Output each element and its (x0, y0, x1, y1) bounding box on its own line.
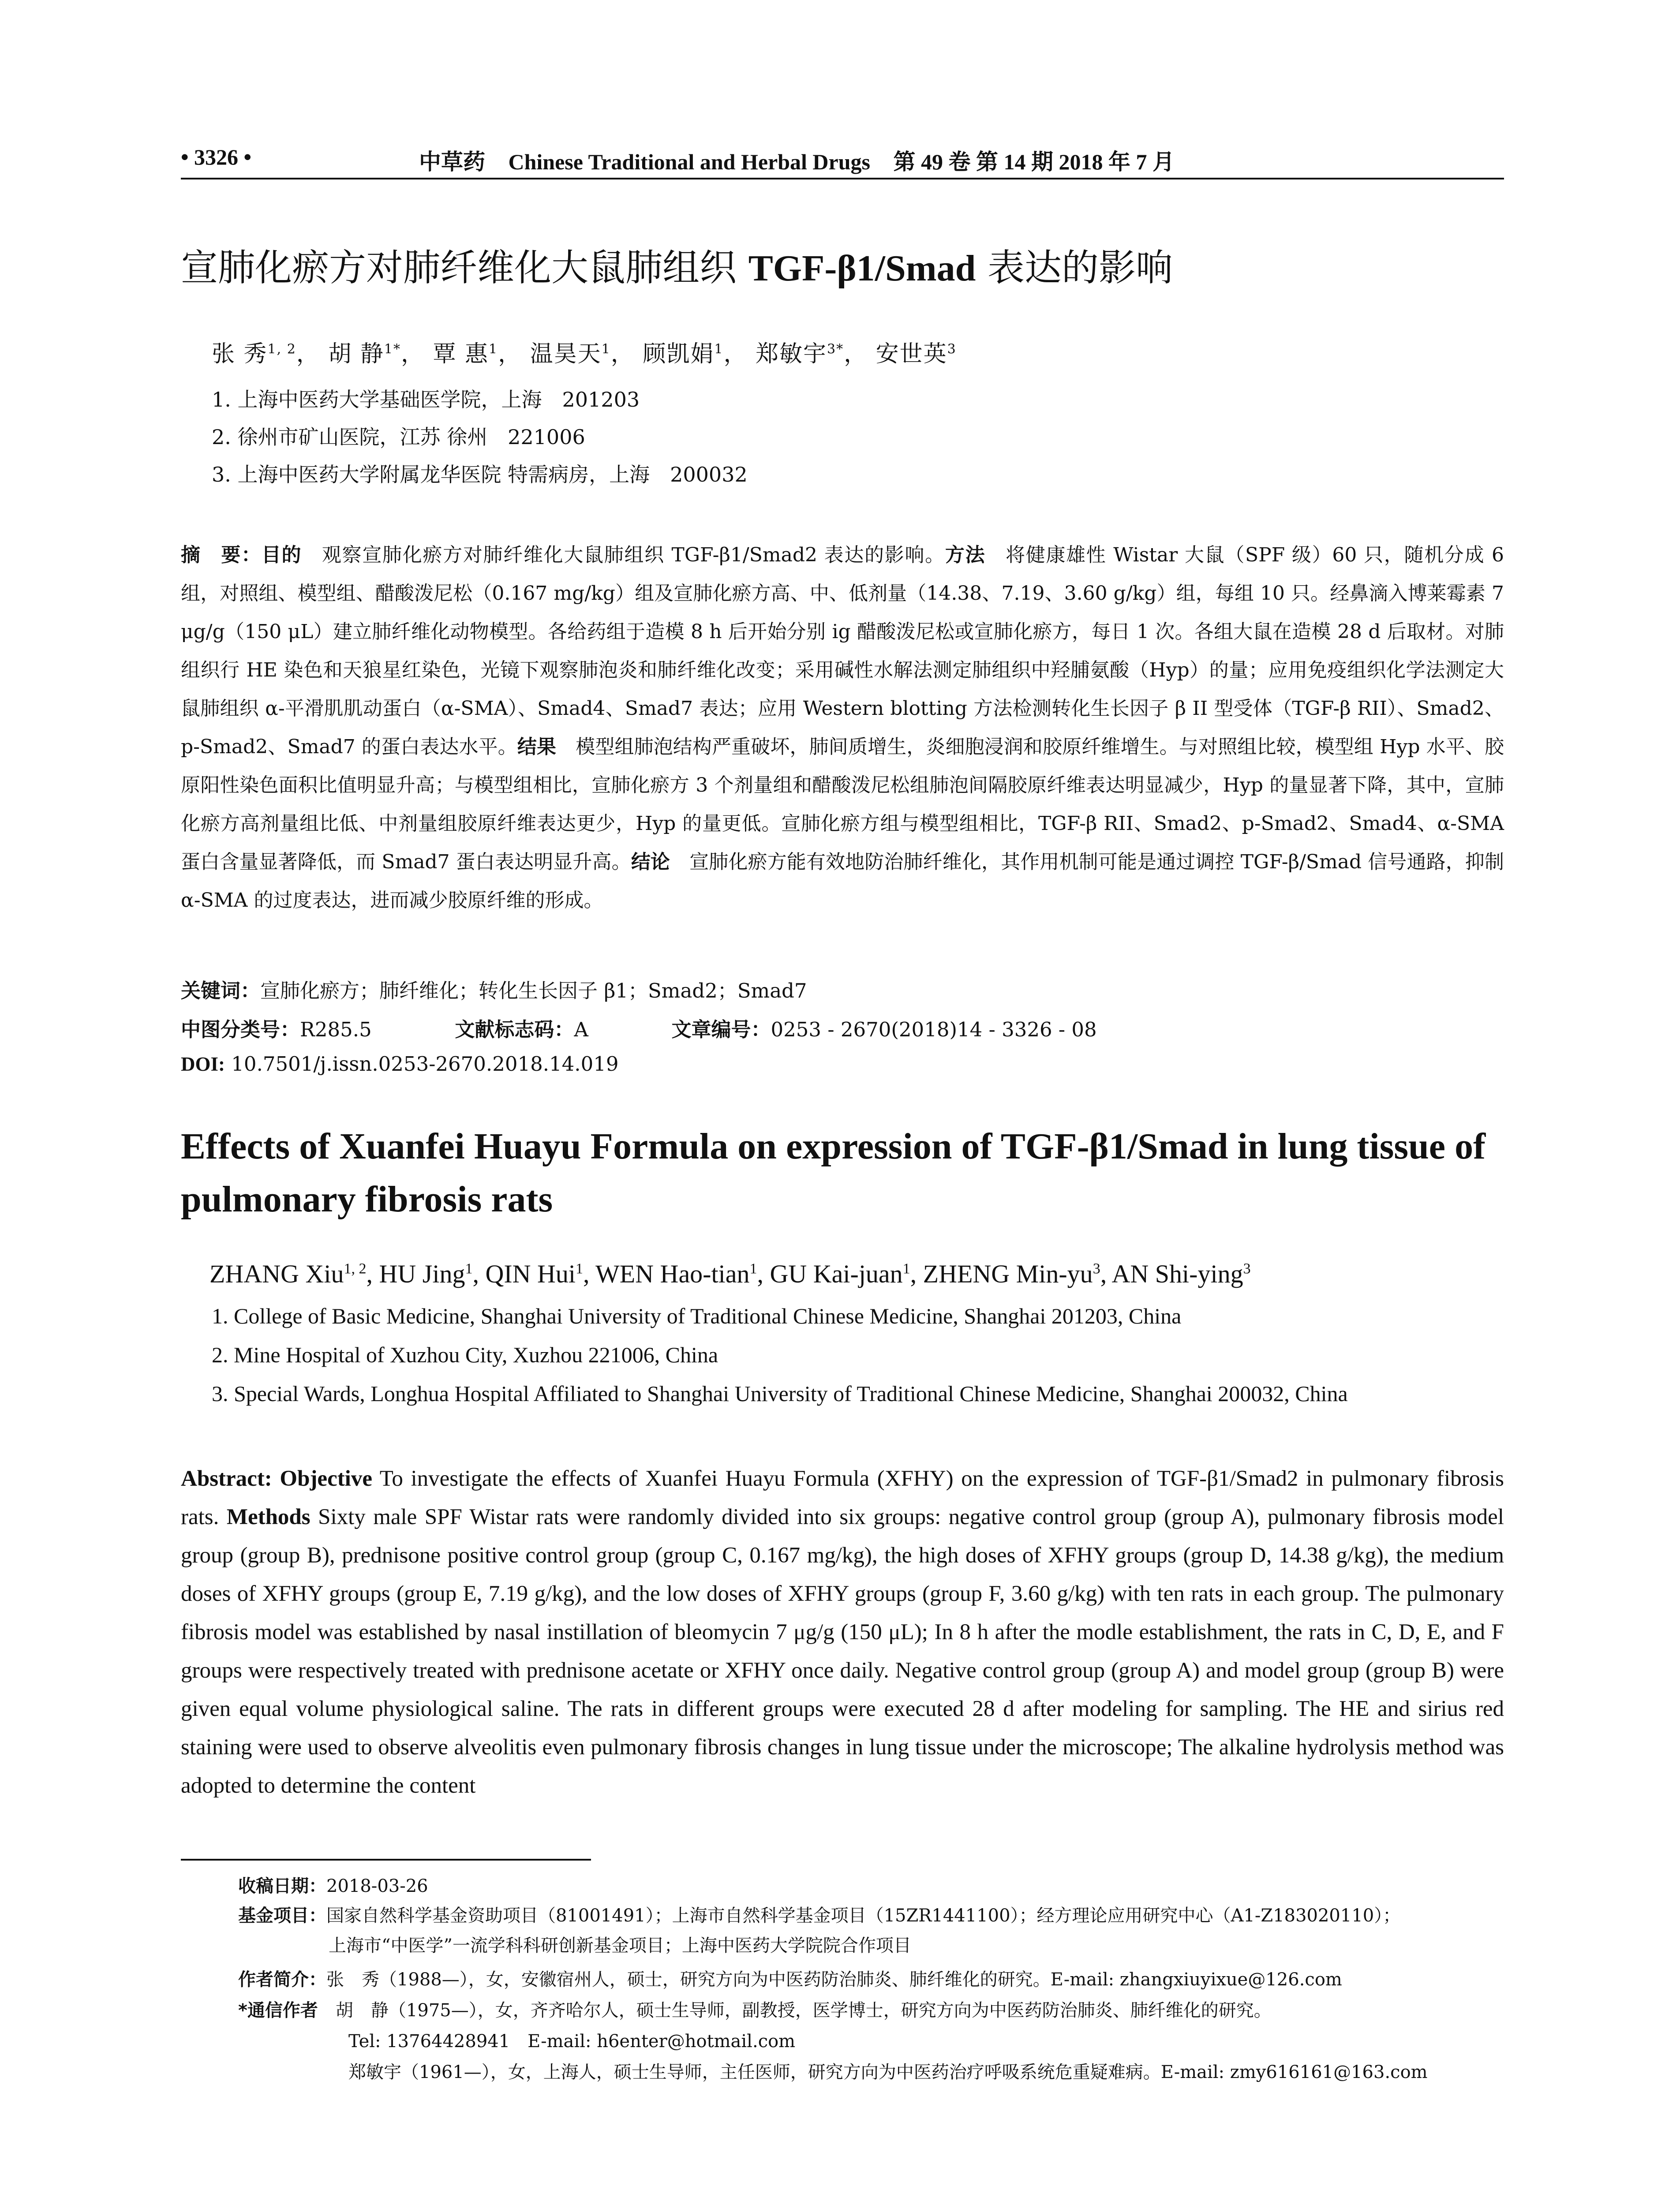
keywords: 宣肺化瘀方；肺纤维化；转化生长因子 β1；Smad2；Smad7 (260, 979, 807, 1002)
doc-code-value: A (574, 1018, 588, 1041)
author-en: HU Jing$^1$, (379, 1259, 486, 1288)
classification-line (181, 1013, 1097, 1042)
affiliation-en: 1. College of Basic Medicine, Shanghai University of Traditional Chinese Medicine, Shanghai 201203, China (212, 1304, 1182, 1328)
fund-footnote (238, 1902, 1400, 1927)
doi-label: DOI: (181, 1053, 225, 1075)
title-en: Effects of Xuanfei Huayu Formula on expression of TGF-β1/Smad in lung tissue of pulmonary fibrosis rats (181, 1126, 1486, 1220)
bio-footnote (238, 1966, 1342, 1991)
doc-code-label: 文献标志码： (455, 1018, 574, 1041)
doi-value: 10.7501/j.issn.0253-2670.2018.14.019 (225, 1052, 619, 1076)
abstract-en (181, 1460, 1504, 1805)
corr1-contact: Tel: 13764428941 E-mail: h6enter@hotmail.com (348, 2031, 796, 2052)
author-en: WEN Hao-tian$^1$, (595, 1259, 770, 1288)
author-en: ZHANG Xiu$^{1, 2}$, (210, 1259, 379, 1288)
author-cn: 温昊天$^1$， (530, 341, 635, 367)
title-cn-prefix: 宣肺化瘀方对肺纤维化大鼠肺组织 (181, 246, 748, 289)
header-rule (181, 178, 1504, 179)
clc-label: 中图分类号： (181, 1018, 300, 1041)
results-label: 结果 (517, 736, 557, 758)
author-cn: 张 秀$^{1, 2}$， (212, 341, 320, 367)
received-label: 收稿日期： (238, 1876, 326, 1896)
received-footnote (238, 1872, 428, 1897)
author-en: GU Kai-juan$^1$, (770, 1259, 923, 1288)
clc-value: R285.5 (300, 1018, 372, 1041)
received-date: 2018-03-26 (326, 1876, 428, 1896)
methods-en-text: Sixty male SPF Wistar rats were randomly divided into six groups: negative control group (group A), pulmonary fibrosis model group (group B), prednisone positive control group (group C, 0.167 mg/kg), the high doses of XFHY groups (group D, 14.38 g/kg), the medium doses of XFHY groups (group E, 7.19 g/kg), and the low doses of XFHY groups (group F, 3.60 g/kg) with ten rats in each group. The pulmonary fibrosis model was established by nasal instillation of bleomycin 7 μg/g (150 μL); In 8 h after the modle establishment, the rats in C, D, E, and F groups were respectively treated with prednisone acetate or XFHY once daily. Negative control group (group A) and model group (group B) were given equal volume physiological saline. The rats in different groups were executed 28 d after modeling for sampling. The HE and sirius red staining were used to observe alveolitis even pulmonary fibrosis changes in lung tissue under the microscope; The alkaline hydrolysis method was adopted to determine the content (181, 1505, 1504, 1798)
affiliation-en: 3. Special Wards, Longhua Hospital Affiliated to Shanghai University of Traditional Chinese Medicine, Shanghai 200032, China (212, 1381, 1348, 1406)
journal-info (419, 144, 1175, 176)
author-cn: 覃 惠$^1$， (433, 341, 522, 367)
author-cn: 胡 静$^{1*}$， (328, 341, 425, 367)
corr2-text: 郑敏宇（1961—），女，上海人，硕士生导师，主任医师，研究方向为中医药治疗呼吸系统危重疑难病。E-mail: zmy616161@163.com (348, 2062, 1428, 2082)
page-number: • 3326 • (181, 145, 252, 169)
objective-text: 观察宣肺化瘀方对肺纤维化大鼠肺组织 TGF-β1/Smad2 表达的影响。 (302, 544, 945, 566)
results-text: 模型组肺泡结构严重破坏，肺间质增生，炎细胞浸润和胶原纤维增生。与对照组比较，模型组 Hyp 水平、胶原阳性染色面积比值明显升高；与模型组相比，宣肺化瘀方 3 个剂量组和醋酸泼尼松组肺泡间隔胶原纤维表达明显减少，Hyp 的量显著下降，其中，宣肺化瘀方高剂量组比低、中剂量组胶原纤维表达更少，Hyp 的量更低。宣肺化瘀方组与模型组相比，TGF-β RII、Smad2、p-Smad2、Smad4、α-SMA 蛋白含量显著降低，而 Smad7 蛋白表达明显升高。 (181, 736, 1504, 873)
authors-en (210, 1259, 1251, 1289)
fund-text-cont: 上海市“中医学”一流学科科研创新基金项目；上海中医药大学院院合作项目 (329, 1936, 911, 1956)
keywords-line (181, 975, 807, 1003)
fund-label: 基金项目： (238, 1906, 326, 1926)
running-header (181, 139, 1504, 179)
author-cn: 顾凯娟$^1$， (643, 341, 748, 367)
title-cn-suffix: 表达的影响 (976, 246, 1173, 289)
conclusion-label: 结论 (631, 851, 670, 873)
doi-line (181, 1052, 619, 1076)
objective-en-text: To investigate the effects of Xuanfei Huayu Formula (XFHY) on the expression of TGF-β1/Smad2 in pulmonary fibrosis rats. (181, 1466, 1504, 1529)
title-cn-term: TGF-β1/Smad (748, 248, 976, 289)
author-en: QIN Hui$^1$, (485, 1259, 595, 1288)
corr-footnote (238, 1996, 1272, 2022)
objective-label: 目的 (261, 544, 302, 566)
article-no-label: 文章编号： (671, 1018, 771, 1041)
journal-issue: 第 49 卷 第 14 期 2018 年 7 月 (893, 149, 1175, 174)
abstract-cn (181, 536, 1504, 919)
journal-name-cn: 中草药 (419, 149, 485, 175)
keywords-label: 关键词： (181, 979, 261, 1002)
author-cn: 安世英$^3$ (876, 341, 957, 367)
methods-text: 将健康雄性 Wistar 大鼠（SPF 级）60 只，随机分成 6 组，对照组、模型组、醋酸泼尼松（0.167 mg/kg）组及宣肺化瘀方高、中、低剂量（14.38、7.19、3.60 g/kg）组，每组 10 只。经鼻滴入博莱霉素 7 μg/g（150 μL）建立肺纤维化动物模型。各给药组于造模 8 h 后开始分别 ig 醋酸泼尼松或宣肺化瘀方，每日 1 次。各组大鼠在造模 28 d 后取材。对肺组织行 HE 染色和天狼星红染色，光镜下观察肺泡炎和肺纤维化改变；采用碱性水解法测定肺组织中羟脯氨酸（Hyp）的量；应用免疫组织化学法测定大鼠肺组织 α-平滑肌肌动蛋白（α-SMA）、Smad4、Smad7 表达；应用 Western blotting 方法检测转化生长因子 β II 型受体（TGF-β RII）、Smad2、p-Smad2、Smad7 的蛋白表达水平。 (181, 544, 1504, 758)
corr-label: *通信作者 (238, 2000, 318, 2021)
bio-label: 作者简介： (238, 1970, 326, 1990)
journal-name-en: Chinese Traditional and Herbal Drugs (508, 149, 870, 174)
methods-en-label: Methods (226, 1505, 311, 1529)
affiliation-en: 2. Mine Hospital of Xuzhou City, Xuzhou 221006, China (212, 1342, 718, 1367)
author-cn: 郑敏宇$^{3*}$， (755, 341, 868, 367)
authors-cn (212, 335, 957, 368)
methods-label: 方法 (945, 544, 986, 566)
corr1-text: 胡 静（1975—），女，齐齐哈尔人，硕士生导师，副教授，医学博士，研究方向为中医药防治肺炎、肺纤维化的研究。 (318, 2000, 1272, 2021)
affiliation-cn: 3. 上海中医药大学附属龙华医院 特需病房，上海 200032 (212, 463, 748, 486)
title-cn (181, 238, 1173, 292)
bio-text: 张 秀（1988—），女，安徽宿州人，硕士，研究方向为中医药防治肺炎、肺纤维化的研究。E-mail: zhangxiuyixue@126.com (326, 1970, 1342, 1990)
author-en: ZHENG Min-$yu^3$, (923, 1259, 1112, 1288)
conclusion-text: 宣肺化瘀方能有效地防治肺纤维化，其作用机制可能是通过调控 TGF-β/Smad 信号通路，抑制 α-SMA 的过度表达，进而减少胶原纤维的形成。 (181, 851, 1504, 912)
affiliation-cn: 1. 上海中医药大学基础医学院，上海 201203 (212, 388, 640, 411)
affiliation-cn: 2. 徐州市矿山医院，江苏 徐州 221006 (212, 425, 585, 449)
fund-text: 国家自然科学基金资助项目（81001491）；上海市自然科学基金项目（15ZR1441100）；经方理论应用研究中心（A1-Z183020110）； (326, 1906, 1401, 1926)
abstract-label: 摘 要： (181, 544, 262, 566)
article-no-value: 0253 - 2670(2018)14 - 3326 - 08 (771, 1018, 1097, 1041)
footnote-rule (181, 1859, 591, 1861)
abstract-en-label: Abstract: Objective (181, 1466, 372, 1491)
author-en: AN Shi-ying$^3$ (1111, 1259, 1251, 1288)
